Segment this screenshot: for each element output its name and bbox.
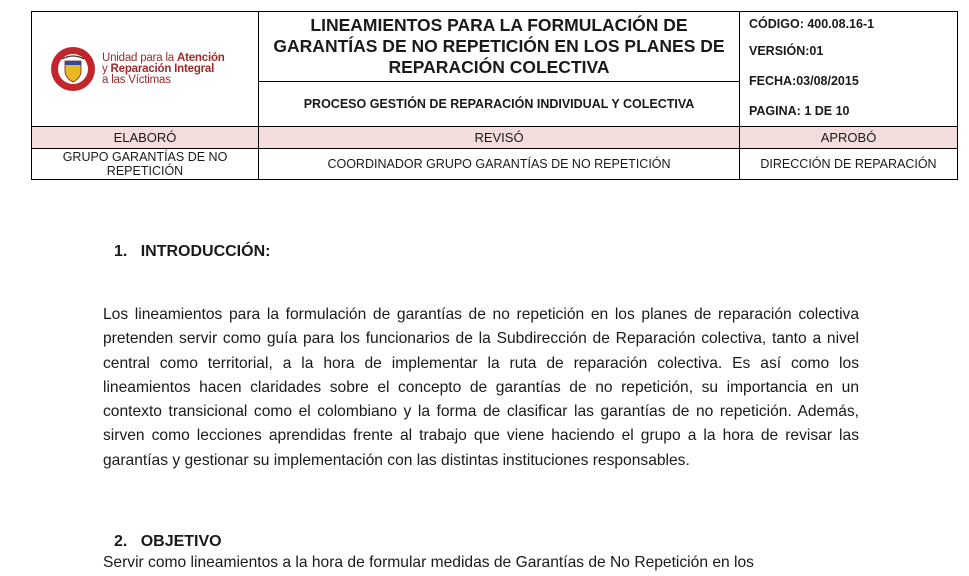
roles-row (32, 127, 958, 149)
pagina-field: PAGINA: 1 DE 10 (749, 104, 850, 118)
colombia-seal-icon (50, 46, 96, 92)
section-heading-objetivo: 2. OBJETIVO (114, 533, 222, 550)
role-elaboro: ELABORÓ (32, 127, 259, 149)
role-reviso: REVISÓ (259, 127, 740, 149)
document-title: LINEAMIENTOS PARA LA FORMULACIÓN DE GARANTÍAS DE NO REPETICIÓN EN LOS PLANES DE REPARACIÓN COLECTIVA (259, 12, 740, 82)
logo-cell (32, 12, 259, 127)
section-heading-introduccion: 1. INTRODUCCIÓN: (114, 243, 271, 260)
version-field: VERSIÓN:01 (749, 44, 824, 58)
responsibles-row (32, 149, 958, 180)
responsible-aprobo: DIRECCIÓN DE REPARACIÓN (740, 149, 958, 180)
institution-logo (32, 46, 258, 92)
codigo-field: CÓDIGO: 400.08.16-1 (749, 17, 875, 31)
section-body-introduccion: Los lineamientos para la formulación de garantías de no repetición en los planes de reparación colectiva pretenden servir como guía para los funcionarios de la Subdirección de Reparación colectiva, tanto a nivel central como territorial, a la hora de implementar la ruta de reparación colectiva. Es así como los lineamientos hacen claridades sobre el concepto de garantías de no repetición, su importancia en un contexto transicional como el colombiano y la forma de clasificar las garantías de no repetición. Además, sirven como lecciones aprendidas frente al trabajo que viene haciendo el grupo a la hora de revisar las garantías y gestionar su implementación con las distintas instituciones responsables. (103, 306, 859, 469)
responsible-elaboro: GRUPO GARANTÍAS DE NO REPETICIÓN (32, 149, 259, 180)
process-name: PROCESO GESTIÓN DE REPARACIÓN INDIVIDUAL Y COLECTIVA (259, 82, 740, 127)
section-body-objetivo: Servir como lineamientos a la hora de formular medidas de Garantías de No Repetición en los (103, 554, 754, 571)
document-meta (740, 12, 958, 127)
responsible-reviso: COORDINADOR GRUPO GARANTÍAS DE NO REPETICIÓN (259, 149, 740, 180)
fecha-field: FECHA:03/08/2015 (749, 74, 859, 88)
logo-wordmark: Unidad para la Atención y Reparación Integral a las Víctimas (102, 51, 225, 86)
role-aprobo: APROBÓ (740, 127, 958, 149)
document-header-table (31, 11, 958, 180)
